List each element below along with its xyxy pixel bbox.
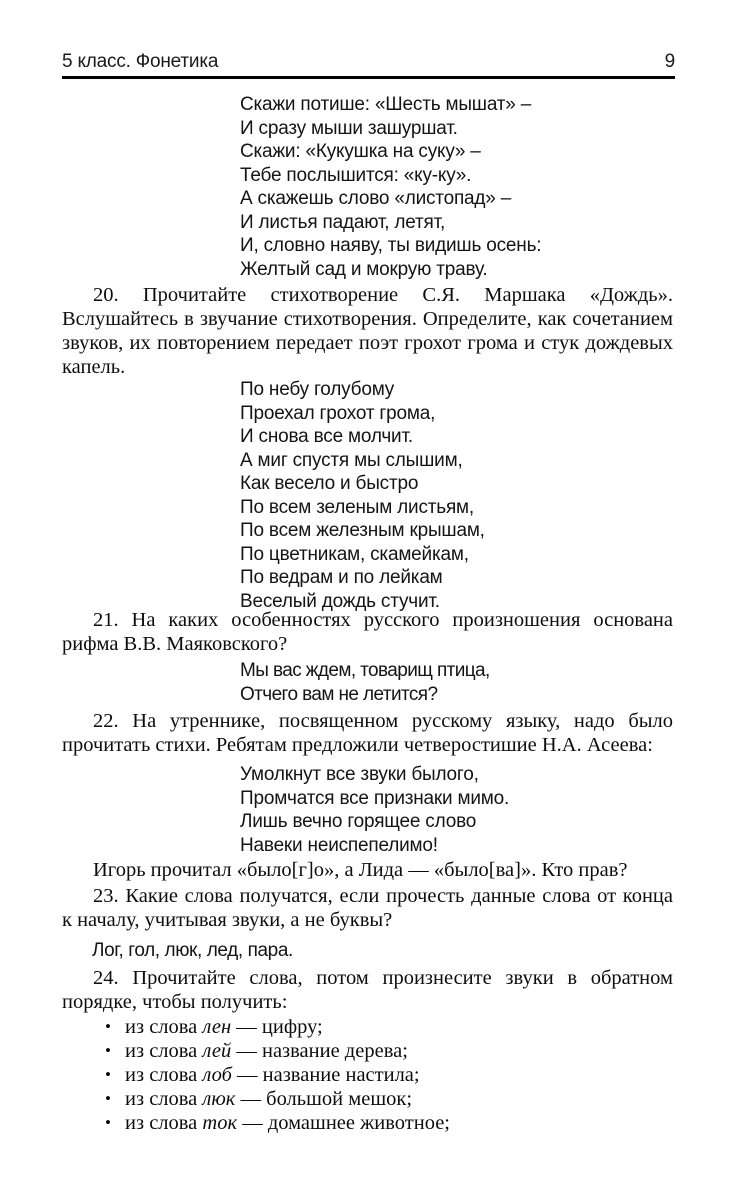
poem-line: Тебе послышится: «ку-ку». (240, 164, 472, 186)
page-number: 9 (664, 51, 675, 72)
list-item (62, 1015, 673, 1039)
poem-line: По ведрам и по лейкам (240, 567, 443, 588)
poem-line: По всем зеленым листьям, (240, 496, 474, 518)
exercise-21: 21. На каких особенностях русского произношения основана рифма В.В. Маяковского? (62, 609, 673, 655)
poem-line: По небу голубому (240, 379, 395, 400)
poem-line: И листья падают, летят, (240, 211, 446, 233)
poem-line: По всем железным крышам, (240, 520, 485, 541)
poem-mayakovsky (240, 659, 490, 706)
bullet-icon: • (105, 1089, 111, 1108)
list-item (62, 1063, 673, 1087)
poem-line: Отчего вам не летится? (240, 683, 438, 705)
bullet-icon: • (105, 1041, 111, 1060)
poem-line: И сразу мыши зашуршат. (240, 117, 458, 139)
exercise-20: 20. Прочитайте стихотворение С.Я. Маршака «Дождь». Вслушайтесь в звучание стихотворения. Определите, как сочетанием звуков, их повторением передает поэт грохот грома и стук дождевых капель. (62, 284, 673, 378)
bullet-icon: • (105, 1065, 111, 1084)
list-item-text: из слова лен — цифру; (125, 1016, 323, 1038)
list-item (62, 1039, 673, 1063)
poem-line: А миг спустя мы слышим, (240, 449, 463, 471)
poem-line: Желтый сад и мокрую траву. (240, 258, 488, 280)
poem-shest-myshat (240, 93, 541, 281)
igor-question: Игорь прочитал «было[г]о», а Лида — «было[ва]». Кто прав? (93, 859, 628, 881)
list-item (62, 1111, 673, 1135)
poem-line: Умолкнут все звуки былого, (240, 764, 479, 785)
page-header (62, 51, 675, 73)
poem-line: Веселый дождь стучит. (240, 590, 440, 612)
poem-line: Скажи: «Кукушка на суку» – (240, 141, 481, 162)
exercise-24: 24. Прочитайте слова, потом произнесите звуки в обратном порядке, чтобы получить: (62, 967, 673, 1013)
exercise-24-list (62, 1015, 673, 1135)
list-item-text: из слова лоб — название настила; (125, 1064, 420, 1086)
list-item-text: из слова лей — название дерева; (125, 1040, 408, 1062)
exercise-22: 22. На утреннике, посвященном русскому языку, надо было прочитать стихи. Ребятам предложили четверостишие Н.А. Асеева: (62, 710, 673, 756)
poem-aseev (240, 763, 509, 857)
poem-dozhd (240, 378, 485, 613)
poem-line: Скажи потише: «Шесть мышат» – (240, 94, 532, 115)
poem-line: И, словно наяву, ты видишь осень: (240, 235, 542, 256)
poem-line: Навеки неиспепелимо! (240, 834, 438, 856)
poem-line: И снова все молчит. (240, 426, 413, 447)
poem-line: Как весело и быстро (240, 473, 419, 494)
poem-line: Проехал грохот грома, (240, 402, 436, 424)
bullet-icon: • (105, 1017, 111, 1036)
running-title: 5 класс. Фонетика (62, 51, 219, 72)
poem-line: Лишь вечно горящее слово (240, 811, 477, 832)
list-item-text: из слова люк — большой мешок; (125, 1088, 413, 1110)
list-item-text: из слова ток — домашнее животное; (125, 1112, 450, 1134)
header-rule (62, 76, 675, 79)
poem-line: Промчатся все признаки мимо. (240, 787, 510, 809)
list-item (62, 1087, 673, 1111)
poem-line: По цветникам, скамейкам, (240, 543, 469, 565)
bullet-icon: • (105, 1113, 111, 1132)
exercise-23: 23. Какие слова получатся, если прочесть данные слова от конца к началу, учитывая звуки, а не буквы? (62, 885, 673, 931)
poem-line: А скажешь слово «листопад» – (240, 188, 512, 209)
poem-line: Мы вас ждем, товарищ птица, (240, 660, 490, 681)
source-words-line: Лог, гол, люк, лед, пара. (92, 940, 293, 961)
